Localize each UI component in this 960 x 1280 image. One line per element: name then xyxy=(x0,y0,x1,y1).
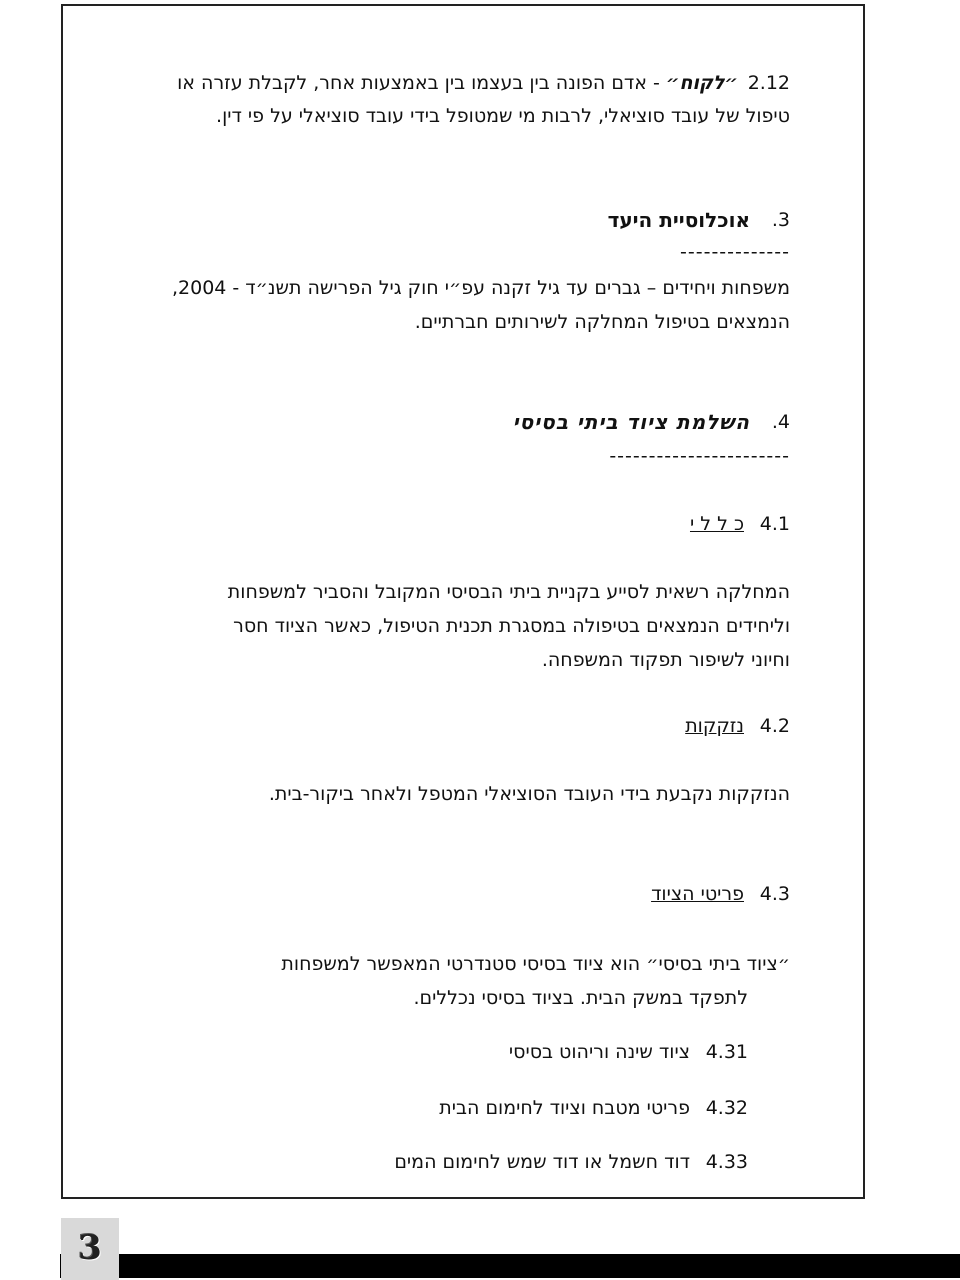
section-title: נזקקות xyxy=(685,715,744,737)
section-4-2-heading xyxy=(685,714,790,738)
section-4-1-text-line2: וליחידים הנמצאים בטיפולה במסגרת תכנית הטיפול, כאשר הציוד חסר xyxy=(233,615,790,637)
item-text: ציוד שינה וריהוט בסיסי xyxy=(508,1041,690,1063)
section-3-underline: -------------- xyxy=(680,241,790,263)
section-4-1-text-line3: וחיוני לשיפור תפקוד המשפחה. xyxy=(541,649,790,671)
section-number: 4.3 xyxy=(759,883,790,905)
section-4-3-text-line1: ״ציוד ביתי בסיסי״ הוא ציוד בסיסי סטנדרטי המאפשר למשפחות xyxy=(281,953,790,975)
section-title: פריטי הציוד xyxy=(651,883,744,905)
section-4-1-text-line1: המחלקה רשאית לסייע בקניית ביתי הבסיסי המקובל והסביר למשפחות xyxy=(227,581,790,603)
section-number: 3. xyxy=(771,209,790,231)
section-4-1-heading xyxy=(690,512,790,536)
section-4-heading xyxy=(513,410,790,435)
list-item xyxy=(439,1096,748,1120)
item-number: 4.33 xyxy=(705,1151,748,1173)
definition-client-line2: טיפול של עובד סוציאלי, לרבות מי שמטופל בידי עובד סוציאלי על פי דין. xyxy=(216,105,790,127)
section-4-2-text-line1: הנזקקות נקבעת בידי העובד הסוציאלי המטפל ולאחר ביקור-בית. xyxy=(268,783,790,805)
section-4-underline: ----------------------- xyxy=(609,445,790,467)
section-title: השלמת ציוד ביתי בסיסי xyxy=(512,410,750,434)
definition-client-line1: 2.12 ״לקוח״ - אדם הפונה בין בעצמו בין באמצעות אחר, לקבלת עזרה או xyxy=(177,72,790,94)
item-number: 4.31 xyxy=(705,1041,748,1063)
footer-bar xyxy=(60,1254,960,1278)
section-4-3-text-line2: לתפקד במשק הבית. בציוד בסיסי נכללים. xyxy=(413,987,748,1009)
section-3-text-line2: הנמצאים בטיפול המחלקה לשירותים חברתיים. xyxy=(414,311,790,333)
item-text: דוד חשמל או דוד שמש לחימום המים xyxy=(394,1151,690,1173)
section-number: 4. xyxy=(771,411,790,433)
section-title: כ ל ל י xyxy=(689,513,744,535)
section-number: 2.12 xyxy=(747,72,790,94)
page-number: 3 xyxy=(78,1228,102,1268)
section-title: אוכלוסיית היעד xyxy=(607,208,750,232)
list-item xyxy=(394,1150,748,1174)
section-3-text-line1: משפחות ויחידים – גברים עד גיל זקנה עפ״י חוק גיל הפרישה תשנ״ד - 2004, xyxy=(171,277,790,299)
list-item xyxy=(509,1040,748,1064)
item-text: פריטי מטבח וציוד לחימום הבית xyxy=(439,1097,690,1119)
section-3-heading xyxy=(608,208,790,233)
section-number: 4.1 xyxy=(759,513,790,535)
section-4-3-heading xyxy=(651,882,790,906)
term-client: ״לקוח״ xyxy=(665,72,738,94)
section-number: 4.2 xyxy=(759,715,790,737)
item-number: 4.32 xyxy=(705,1097,748,1119)
